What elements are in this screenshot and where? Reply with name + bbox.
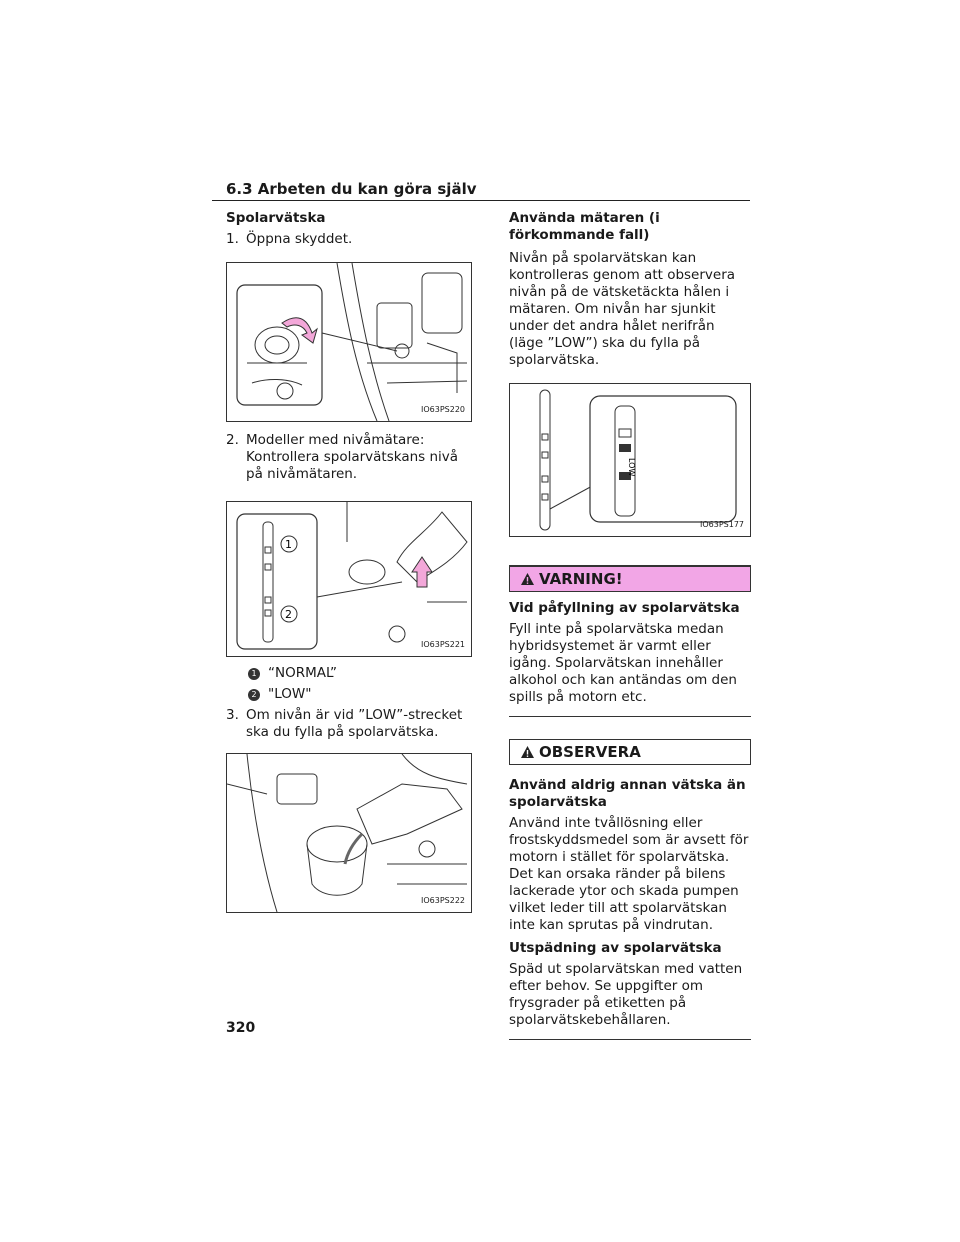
callout-badge: 2: [248, 689, 260, 701]
gauge-closeup-illustration: [510, 384, 750, 536]
warning-triangle-icon: [520, 572, 535, 586]
figure-level-gauge: [226, 501, 472, 657]
section-header: 6.3 Arbeten du kan göra själv: [226, 180, 477, 198]
figure-code: IO63PS220: [420, 405, 465, 414]
callout-badge: 1: [248, 668, 260, 680]
callout-text: “NORMAL”: [268, 665, 337, 681]
figure-code: IO63PS221: [420, 640, 465, 649]
header-rule: [212, 200, 750, 201]
notice-header: [509, 739, 751, 765]
notice-box: [509, 739, 751, 1040]
warning-body: [509, 592, 751, 717]
washer-fluid-heading: Spolarvätska: [226, 210, 326, 226]
figure-open-cap: [226, 262, 472, 422]
callout-low: [248, 686, 474, 703]
figure-code: IO63PS222: [420, 896, 465, 905]
callout-normal: [248, 665, 474, 682]
notice-subhead-1: Använd aldrig annan vätska än spolarvätska: [509, 777, 746, 810]
gauge-heading: Använda mätaren (i förkommande fall): [509, 210, 660, 243]
notice-title: OBSERVERA: [539, 742, 641, 761]
figure-label-2: 2: [285, 608, 292, 621]
gauge-paragraph: Nivån på spolarvätskan kan kontrolleras genom att observera nivån på de vätsketäckta hålen i mätaren. Om nivån har sjunkit under det andra hålet nerifrån (läge ”LOW”) ska du fylla på spolarvätska.: [509, 250, 736, 368]
notice-text-2: Späd ut spolarvätskan med vatten efter behov. Se uppgifter om frysgrader på etiketten på spolarvätskebehållaren.: [509, 961, 743, 1028]
warning-box: [509, 565, 751, 717]
gauge-low-label: LOW: [627, 458, 636, 477]
warning-subhead: Vid påfyllning av spolarvätska: [509, 600, 740, 616]
gauge-illustration: [227, 502, 471, 656]
warning-text: Fyll inte på spolarvätska medan hybridsystemet är varmt eller igång. Spolarvätskan innehåller alkohol och kan antändas om den spills på motorn etc.: [509, 621, 737, 705]
figure-label-1: 1: [285, 538, 292, 551]
warning-title: VARNING!: [539, 569, 623, 588]
page-number: 320: [226, 1020, 256, 1036]
notice-text-1: Använd inte tvållösning eller frostskyddsmedel som är avsett för motorn i stället för spolarvätska. Det kan orsaka ränder på bilens lackerade ytor och skada pumpen vilket leder till att spolarvätskan inte kan sprutas på vindrutan.: [509, 815, 749, 933]
figure-refill: [226, 753, 472, 913]
refill-illustration: [227, 754, 471, 912]
notice-body: [509, 765, 751, 1040]
step-3: 3. Om nivån är vid ”LOW”-strecket ska du fylla på spolarvätska.: [226, 707, 463, 740]
left-column: [226, 210, 474, 913]
engine-bay-illustration: [227, 263, 471, 421]
step-1: 1. Öppna skyddet.: [226, 231, 353, 247]
warning-header: [509, 566, 751, 592]
step-2: 2. Modeller med nivåmätare: Kontrollera spolarvätskans nivå på nivåmätaren.: [226, 432, 459, 482]
notice-triangle-icon: [520, 745, 535, 759]
right-column: [509, 210, 751, 1040]
figure-code: IO63PS177: [699, 520, 744, 529]
callout-text: "LOW": [268, 686, 312, 702]
notice-subhead-2: Utspädning av spolarvätska: [509, 940, 722, 956]
figure-gauge-closeup: [509, 383, 751, 537]
